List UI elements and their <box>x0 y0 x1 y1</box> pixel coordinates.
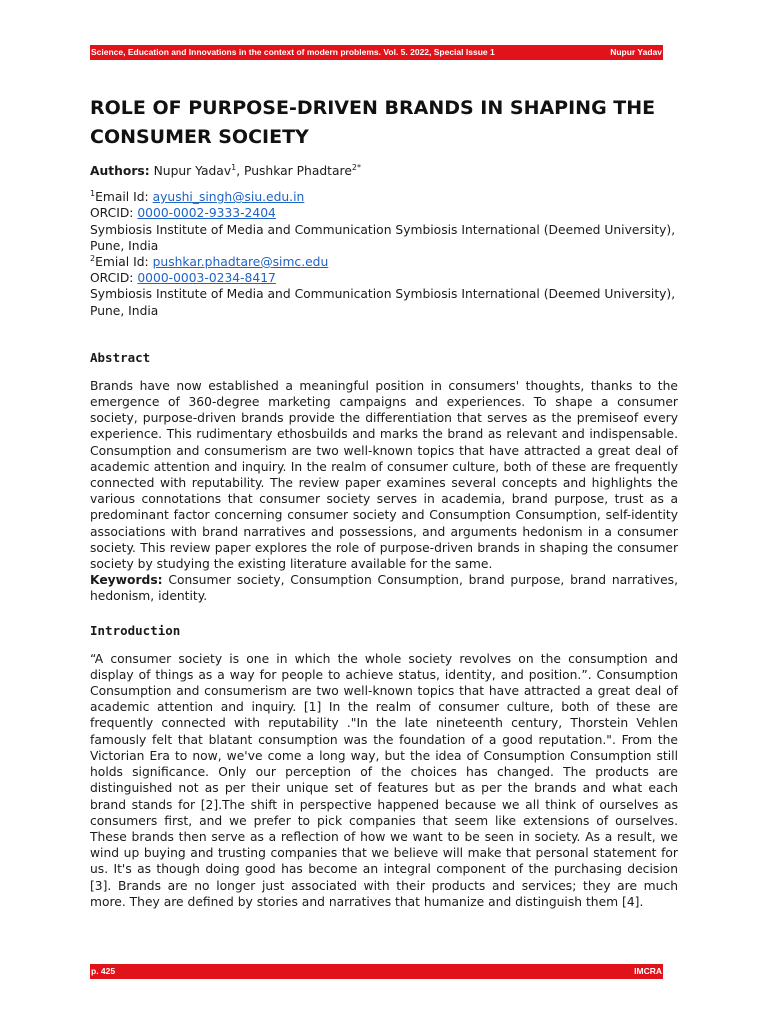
author-1: Nupur Yadav <box>153 164 232 178</box>
orcid-label-2: ORCID: <box>90 271 138 286</box>
running-header <box>90 45 663 60</box>
affiliation-2-sup: 2 <box>90 253 96 263</box>
orcid-link-2[interactable]: 0000-0003-0234-8417 <box>137 271 276 286</box>
email-line-2 <box>90 254 678 270</box>
header-author: Nupur Yadav <box>610 47 662 57</box>
authors-line <box>90 163 678 179</box>
page-number: p. 425 <box>91 966 116 976</box>
authors-label: Authors: <box>90 164 150 178</box>
author-2-sup: 2* <box>351 162 361 172</box>
abstract-heading: Abstract <box>90 349 151 365</box>
journal-citation: Science, Education and Innovations in the context of modern problems. Vol. 5. 2022, Special Issue 1 <box>91 47 495 57</box>
orcid-line-1 <box>90 205 678 221</box>
institution-2: Symbiosis Institute of Media and Communication Symbiosis International (Deemed University), Pune, India <box>90 287 676 318</box>
orcid-link-1[interactable]: 0000-0002-9333-2404 <box>137 206 276 221</box>
keywords-label: Keywords: <box>90 573 163 588</box>
affiliation-1-sup: 1 <box>90 189 96 199</box>
author-1-sup: 1 <box>231 162 237 172</box>
introduction-text: “A consumer society is one in which the whole society revolves on the consumption and display of things as a way for people to achieve status, identity, and position.”. Consumption Consumption and consumerism are two well-known topics that have attracted a great deal of academic attention and inquiry. [1] In the realm of consumer culture, both of these are frequently connected with reputability ."In the late nineteenth century, Thorstein Vehlen famously felt that blatant consumption was the foundation of a good reputation.". From the Victorian Era to now, we've come a long way, but the idea of Consumption Consumption still holds significance. Only our perception of the choices has changed. The products are distinguished not as per their unique set of features but as per the brands and what each brand stands for [2].The shift in perspective happened because we all think of ourselves as consumers first, and we prefer to pick companies that seem like extensions of ourselves. These brands then serve as a reflection of how we want to be seen in society. As a result, we wind up buying and trusting companies that we believe will make that personal statement for us. It's as though doing good has become an integral component of the purchasing decision [3]. Brands are no longer just associated with their products and services; they are much more. They are defined by stories and narratives that humanize and distinguish them [4]. <box>90 651 678 909</box>
article-body <box>90 94 678 910</box>
affiliation-1 <box>90 189 678 254</box>
orcid-label-1: ORCID: <box>90 206 138 221</box>
orcid-line-2 <box>90 270 678 286</box>
introduction-heading: Introduction <box>90 622 181 638</box>
institution-1: Symbiosis Institute of Media and Communication Symbiosis International (Deemed University), Pune, India <box>90 222 676 253</box>
email-line-1 <box>90 189 678 205</box>
author-separator: , <box>236 164 245 178</box>
abstract-text: Brands have now established a meaningful position in consumers' thoughts, thanks to the emergence of 360-degree marketing campaigns and experiences. To shape a consumer society, purpose-driven brands provide the differentiation that serves as the premiseof every experience. This rudimentary ethosbuilds and marks the brand as relevant and indispensable. Consumption and consumerism are two well-known topics that have attracted a great deal of academic attention and inquiry. In the realm of consumer culture, both of these are frequently connected with reputability. The review paper examines several concepts and highlights the various connotations that consumer society serves in academia, brand purpose, trust as a predominant factor concerning consumer society and Consumption Consumption, self-identity associations with brand narratives and possessions, and arguments hedonism in a consumer society. This review paper explores the role of purpose-driven brands in shaping the consumer society by studying the existing literature available for the same. <box>90 378 678 572</box>
keywords <box>90 572 678 604</box>
author-2: Pushkar Phadtare <box>244 164 352 178</box>
paper-title: ROLE OF PURPOSE-DRIVEN BRANDS IN SHAPING THE CONSUMER SOCIETY <box>90 97 656 148</box>
email-link-2[interactable]: pushkar.phadtare@simc.edu <box>152 255 329 270</box>
email-link-1[interactable]: ayushi_singh@siu.edu.in <box>152 190 305 205</box>
email-label-1: Email Id: <box>95 190 153 205</box>
keywords-list: Consumer society, Consumption Consumption, brand purpose, brand narratives, hedonism, identity. <box>90 573 678 604</box>
publisher-name: IMCRA <box>634 966 662 976</box>
affiliation-2 <box>90 254 678 319</box>
running-footer <box>90 964 663 979</box>
email-label-2: Emial Id: <box>95 255 153 270</box>
